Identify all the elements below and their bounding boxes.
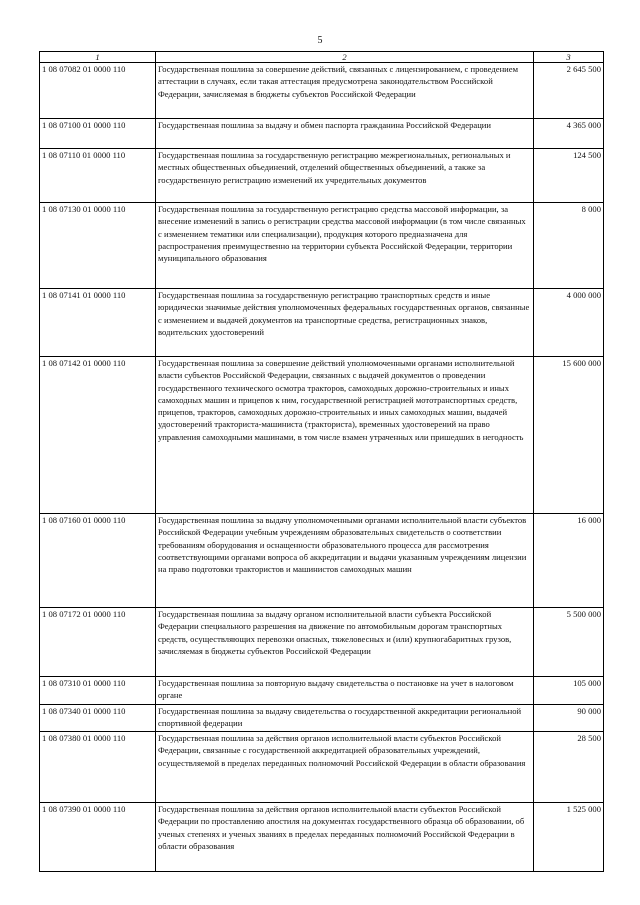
amount: 105 000	[534, 677, 604, 705]
amount: 5 500 000	[534, 608, 604, 677]
budget-code: 1 08 07142 01 0000 110	[40, 357, 156, 514]
table-row	[40, 732, 604, 803]
budget-code: 1 08 07340 01 0000 110	[40, 704, 156, 732]
revenue-description: Государственная пошлина за действия органов исполнительной власти субъектов Российской Федерации по проставлению апостиля на документах государственного образца об образовании, об ученых степенях и ученых званиях в пределах переданных полномочий Российской Федерации в области образования	[156, 803, 534, 872]
budget-code: 1 08 07100 01 0000 110	[40, 119, 156, 149]
table-header-row	[40, 52, 604, 63]
table-row	[40, 63, 604, 119]
revenue-description: Государственная пошлина за совершение действий, связанных с лицензированием, с проведением аттестации в случаях, если такая аттестация предусмотрена законодательством Российской Федерации, зачисляемая в бюджеты субъектов Российской Федерации	[156, 63, 534, 119]
budget-code: 1 08 07141 01 0000 110	[40, 289, 156, 357]
column-header-3: 3	[534, 52, 604, 63]
page-number: 5	[317, 35, 323, 46]
table-row	[40, 289, 604, 357]
table-row	[40, 803, 604, 872]
budget-code: 1 08 07082 01 0000 110	[40, 63, 156, 119]
revenue-description: Государственная пошлина за совершение действий уполномоченными органами исполнительной власти субъектов Российской Федерации, связанных с выдачей документов о проведении государственного технического осмотра тракторов, самоходных дорожно-строительных и иных самоходных машин и прицепов к ним, государственной регистрацией мототранспортных средств, прицепов, тракторов, самоходных дорожно-строительных и иных самоходных машин, выдачей удостоверений тракториста-машиниста (тракториста), временных удостоверений на право управления самоходными машинами, в том числе взамен утраченных или пришедших в негодность	[156, 357, 534, 514]
amount: 90 000	[534, 704, 604, 732]
revenue-description: Государственная пошлина за государственную регистрацию транспортных средств и иные юридически значимые действия уполномоченных федеральных государственных органов, связанные с изменением и выдачей документов на транспортные средства, регистрационных знаков, водительских удостоверений	[156, 289, 534, 357]
table-row	[40, 119, 604, 149]
revenue-table	[39, 51, 604, 872]
table-row	[40, 203, 604, 289]
budget-code: 1 08 07172 01 0000 110	[40, 608, 156, 677]
budget-code: 1 08 07380 01 0000 110	[40, 732, 156, 803]
amount: 8 000	[534, 203, 604, 289]
budget-code: 1 08 07310 01 0000 110	[40, 677, 156, 705]
amount: 4 365 000	[534, 119, 604, 149]
table-row	[40, 357, 604, 514]
revenue-description: Государственная пошлина за выдачу органом исполнительной власти субъекта Российской Федерации специального разрешения на движение по автомобильным дорогам транспортных средств, осуществляющих перевозки опасных, тяжеловесных и (или) крупногабаритных грузов, зачисляемая в бюджеты субъектов Российской Федерации	[156, 608, 534, 677]
column-header-2: 2	[156, 52, 534, 63]
budget-code: 1 08 07110 01 0000 110	[40, 149, 156, 203]
revenue-description: Государственная пошлина за выдачу свидетельства о государственной аккредитации региональной спортивной федерации	[156, 704, 534, 732]
table-row	[40, 149, 604, 203]
revenue-description: Государственная пошлина за государственную регистрацию средства массовой информации, за внесение изменений в запись о регистрации средства массовой информации (в том числе связанных с изменением тематики или специализации), продукция которого предназначена для распространения преимущественно на территории субъекта Российской Федерации, территории муниципального образования	[156, 203, 534, 289]
revenue-description: Государственная пошлина за повторную выдачу свидетельства о постановке на учет в налоговом органе	[156, 677, 534, 705]
amount: 4 000 000	[534, 289, 604, 357]
amount: 15 600 000	[534, 357, 604, 514]
table-row	[40, 608, 604, 677]
table-row	[40, 704, 604, 732]
amount: 16 000	[534, 514, 604, 608]
amount: 28 500	[534, 732, 604, 803]
budget-code: 1 08 07130 01 0000 110	[40, 203, 156, 289]
amount: 2 645 500	[534, 63, 604, 119]
budget-code: 1 08 07390 01 0000 110	[40, 803, 156, 872]
column-header-1: 1	[40, 52, 156, 63]
revenue-description: Государственная пошлина за выдачу уполномоченными органами исполнительной власти субъектов Российской Федерации учебным учреждениям образовательных свидетельств о соответствии требованиям оборудования и оснащенности образовательного процесса для рассмотрения соответствующими органами вопроса об аккредитации и выдачи указанным учреждениям лицензии на право подготовки трактористов и машинистов самоходных машин	[156, 514, 534, 608]
revenue-description: Государственная пошлина за действия органов исполнительной власти субъектов Российской Федерации, связанные с государственной аккредитацией образовательных учреждений, осуществляемой в пределах переданных полномочий Российской Федерации в области образования	[156, 732, 534, 803]
amount: 1 525 000	[534, 803, 604, 872]
table-row	[40, 514, 604, 608]
amount: 124 500	[534, 149, 604, 203]
revenue-description: Государственная пошлина за выдачу и обмен паспорта гражданина Российской Федерации	[156, 119, 534, 149]
budget-code: 1 08 07160 01 0000 110	[40, 514, 156, 608]
table-row	[40, 677, 604, 705]
revenue-description: Государственная пошлина за государственную регистрацию межрегиональных, региональных и местных общественных объединений, отделений общественных объединений, а также за государственную регистрацию изменений их учредительных документов	[156, 149, 534, 203]
